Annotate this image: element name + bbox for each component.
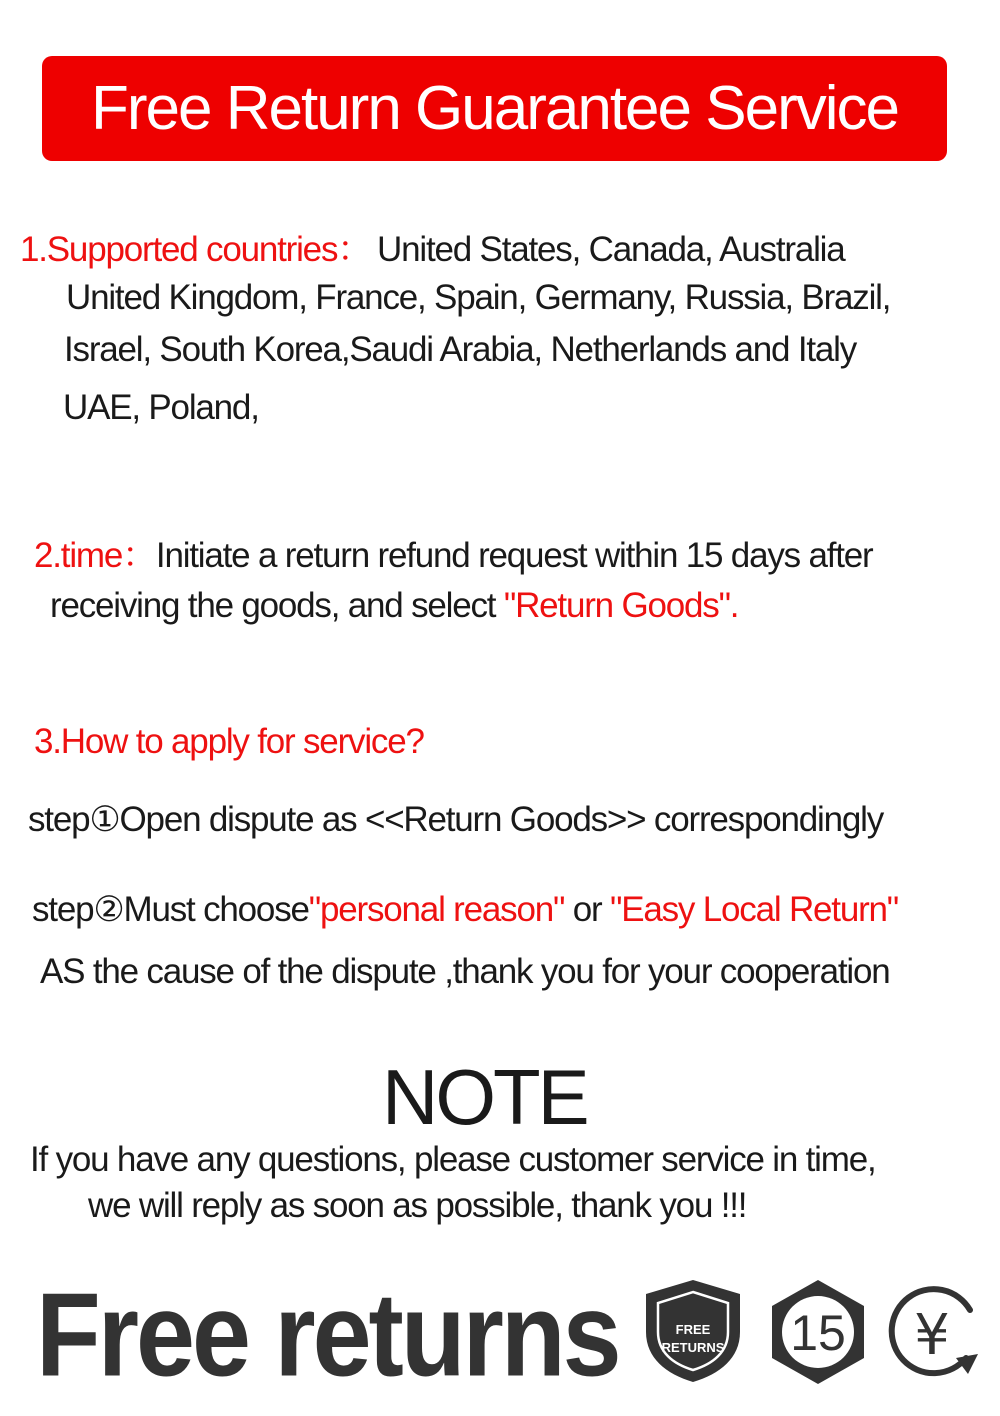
time-line-2 xyxy=(50,586,738,626)
section-1-heading: 1.Supported countries： xyxy=(20,230,372,269)
section-1 xyxy=(20,222,845,272)
shield-icon xyxy=(640,1276,746,1384)
personal-reason-highlight: "personal reason" xyxy=(308,890,565,929)
countries-line-3: Israel, South Korea,Saudi Arabia, Netherlands and Italy xyxy=(64,330,857,369)
hexagon-number: 15 xyxy=(790,1305,846,1361)
note-line-2: we will reply as soon as possible, thank you !!! xyxy=(88,1186,747,1225)
return-goods-highlight: "Return Goods". xyxy=(503,586,739,625)
countries-line-4: UAE, Poland, xyxy=(63,388,259,427)
step-2 xyxy=(32,890,898,930)
step-2-line-2: AS the cause of the dispute ,thank you for your cooperation xyxy=(40,952,890,991)
step-2-text: step②Must choose xyxy=(32,890,309,929)
yen-symbol: ¥ xyxy=(914,1303,950,1368)
time-line-2-text: receiving the goods, and select xyxy=(50,586,504,625)
title-banner xyxy=(42,56,947,161)
shield-text-returns: RETURNS xyxy=(661,1340,725,1355)
hexagon-15-icon xyxy=(768,1278,868,1386)
note-title: NOTE xyxy=(382,1053,587,1141)
step-1: step①Open dispute as <<Return Goods>> correspondingly xyxy=(28,800,884,839)
free-returns-headline: Free returns xyxy=(36,1269,619,1402)
countries-line-2: United Kingdom, France, Spain, Germany, Russia, Brazil, xyxy=(66,278,891,317)
note-line-1: If you have any questions, please customer service in time, xyxy=(30,1140,876,1179)
easy-local-return-highlight: "Easy Local Return" xyxy=(610,890,899,929)
shield-text-free: FREE xyxy=(675,1322,711,1337)
section-2 xyxy=(34,528,873,578)
section-3-heading: 3.How to apply for service? xyxy=(34,722,424,761)
step-2-or: or xyxy=(564,890,610,929)
section-2-heading: 2.time： xyxy=(34,536,156,575)
countries-line-1: United States, Canada, Australia xyxy=(377,230,845,269)
page-title: Free Return Guarantee Service xyxy=(91,74,898,143)
yen-refund-icon xyxy=(880,1278,988,1386)
time-line-1: Initiate a return refund request within 15 days after xyxy=(155,536,873,575)
